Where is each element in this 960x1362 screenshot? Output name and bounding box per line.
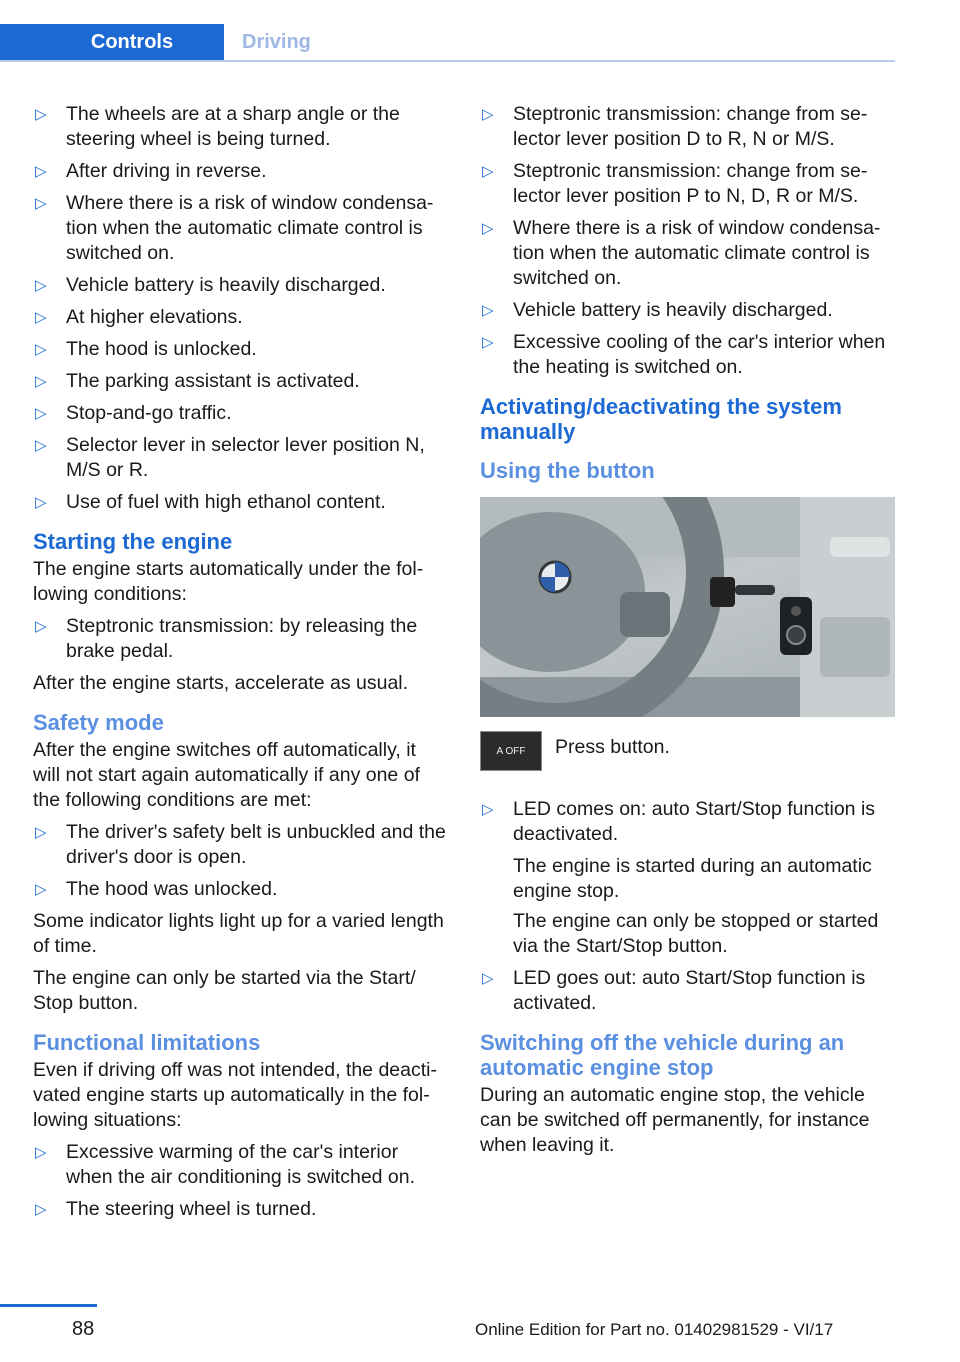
header-divider <box>0 60 895 62</box>
triangle-bullet-icon: ▷ <box>35 277 47 294</box>
heading-starting-engine: Starting the engine <box>33 529 233 554</box>
list-item: ▷ The steering wheel is turned. <box>35 1198 317 1220</box>
triangle-bullet-icon: ▷ <box>35 405 47 422</box>
list-item: ▷ Steptronic transmission: change from selector lever position P to N, D, R or M/S. <box>482 160 868 207</box>
list-item: ▷ The parking assistant is activated. <box>35 370 360 392</box>
list-item: ▷ Excessive cooling of the car's interior when the heating is switched on. <box>482 331 886 378</box>
list-item: ▷ LED goes out: auto Start/Stop function is activated. <box>482 967 866 1014</box>
list-item: ▷ LED comes on: auto Start/Stop function is deactivated. The engine is started during an automatic engine stop. The engine can only be stopped or started via the Start/Stop button. <box>480 797 898 959</box>
restart-conditions-list-continued <box>480 102 898 380</box>
paragraph: Even if driving off was not intended, the deactivated engine starts up automatically in the following situations: <box>33 1059 437 1131</box>
list-item: ▷ Selector lever in selector lever position N, M/S or R. <box>35 434 425 481</box>
triangle-bullet-icon: ▷ <box>482 302 494 319</box>
triangle-bullet-icon: ▷ <box>35 195 47 212</box>
triangle-bullet-icon: ▷ <box>35 373 47 390</box>
paragraph: After the engine starts, accelerate as usual. <box>33 672 409 694</box>
paragraph: Some indicator lights light up for a varied length of time. <box>33 910 444 957</box>
starting-list <box>33 614 448 664</box>
triangle-bullet-icon: ▷ <box>35 341 47 358</box>
paragraph: During an automatic engine stop, the vehicle can be switched off permanently, for instance when leaving it. <box>480 1084 870 1156</box>
list-item: ▷ The hood was unlocked. <box>35 878 278 900</box>
list-item: ▷ Stop-and-go traffic. <box>35 402 232 424</box>
sub-paragraph: The engine can only be stopped or started via the Start/Stop button. <box>513 910 879 957</box>
list-item: ▷ Where there is a risk of window condensation when the automatic climate control is switched on. <box>35 192 434 264</box>
list-item: ▷ Steptronic transmission: by releasing the brake pedal. <box>35 615 418 662</box>
sub-paragraph: The engine is started during an automatic engine stop. <box>513 855 872 902</box>
list-item: ▷ Excessive warming of the car's interior when the air conditioning is switched on. <box>35 1141 416 1188</box>
triangle-bullet-icon: ▷ <box>35 824 47 841</box>
button-instruction <box>480 735 898 779</box>
list-item: ▷ The hood is unlocked. <box>35 338 257 360</box>
triangle-bullet-icon: ▷ <box>35 618 47 635</box>
section-tabs <box>0 24 895 62</box>
list-item: ▷ After driving in reverse. <box>35 160 267 182</box>
triangle-bullet-icon: ▷ <box>35 494 47 511</box>
right-column <box>480 102 898 1165</box>
heading-switching-off: Switching off the vehicle during an automatic engine stop <box>480 1030 845 1080</box>
paragraph: The engine can only be started via the Start/ Stop button. <box>33 967 416 1014</box>
left-column <box>33 102 448 1229</box>
triangle-bullet-icon: ▷ <box>35 881 47 898</box>
triangle-bullet-icon: ▷ <box>35 1201 47 1218</box>
triangle-bullet-icon: ▷ <box>482 801 494 818</box>
paragraph: The engine starts automatically under the following conditions: <box>33 558 424 605</box>
triangle-bullet-icon: ▷ <box>482 106 494 123</box>
triangle-bullet-icon: ▷ <box>35 163 47 180</box>
heading-activating-manually: Activating/deactivating the system manually <box>480 394 842 444</box>
edition-note: Online Edition for Part no. 01402981529 - VI/17 <box>475 1320 834 1339</box>
heading-functional-limitations: Functional limitations <box>33 1030 261 1055</box>
list-item: ▷ Where there is a risk of window condensation when the automatic climate control is switched on. <box>482 217 881 289</box>
tab-controls[interactable]: Controls <box>0 24 224 61</box>
footer-rule <box>0 1304 97 1307</box>
paragraph: After the engine switches off automatically, it will not start again automatically if any one of the following conditions are met: <box>33 739 420 811</box>
heading-safety-mode: Safety mode <box>33 710 164 735</box>
list-item: ▷ Vehicle battery is heavily discharged. <box>35 274 386 296</box>
triangle-bullet-icon: ▷ <box>482 163 494 180</box>
triangle-bullet-icon: ▷ <box>35 309 47 326</box>
page-number: 88 <box>72 1318 95 1340</box>
triangle-bullet-icon: ▷ <box>482 970 494 987</box>
list-item: ▷ The driver's safety belt is unbuckled and the driver's door is open. <box>35 821 446 868</box>
restart-conditions-list <box>33 102 448 515</box>
safety-list <box>33 820 448 902</box>
triangle-bullet-icon: ▷ <box>482 220 494 237</box>
triangle-bullet-icon: ▷ <box>35 1144 47 1161</box>
triangle-bullet-icon: ▷ <box>482 334 494 351</box>
led-status-list <box>480 797 898 1016</box>
triangle-bullet-icon: ▷ <box>35 106 47 123</box>
list-item: ▷ Steptronic transmission: change from selector lever position D to R, N or M/S. <box>482 103 868 150</box>
heading-using-button: Using the button <box>480 458 655 483</box>
triangle-bullet-icon: ▷ <box>35 437 47 454</box>
tab-driving[interactable]: Driving <box>242 31 311 53</box>
steering-wheel-illustration <box>480 497 895 717</box>
functional-list <box>33 1140 448 1222</box>
press-button-text: Press button. <box>555 736 670 758</box>
list-item: ▷ At higher elevations. <box>35 306 243 328</box>
list-item: ▷ The wheels are at a sharp angle or the steering wheel is being turned. <box>35 103 400 150</box>
list-item: ▷ Vehicle battery is heavily discharged. <box>482 299 833 321</box>
steering-wheel-image <box>480 497 895 717</box>
list-item: ▷ Use of fuel with high ethanol content. <box>35 491 386 513</box>
auto-start-stop-button-icon: A OFF <box>480 731 542 771</box>
